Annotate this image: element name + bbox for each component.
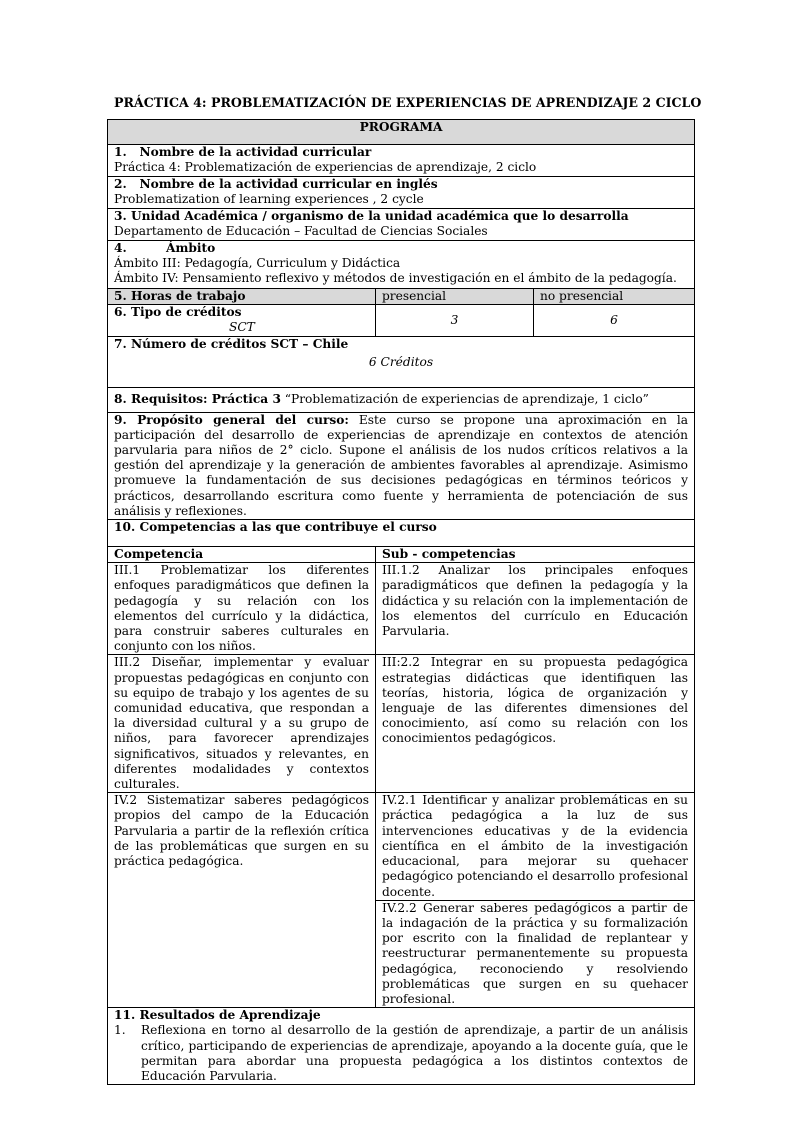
section-3 <box>108 209 695 241</box>
competencia-row <box>108 563 695 655</box>
sub-competencia-cell: IV.2.2 Generar saberes pedagógicos a partir de la indagación de la práctica y su formalización por escrito con la finalidad de replantear y reestructurar permanentemente su propuesta pedagógica, reconociendo y resolviendo problemáticas que surgen en su quehacer profesional. <box>376 900 695 1007</box>
section-1 <box>108 145 695 177</box>
competencias-header-row <box>108 547 695 563</box>
programa-header: PROGRAMA <box>108 120 695 145</box>
section-6-no-presencial-value: 6 <box>534 305 695 336</box>
programa-header-row <box>108 120 695 145</box>
section-5-presencial: presencial <box>376 289 534 305</box>
section-9-heading: 9. Propósito general del curso: <box>114 412 349 427</box>
sub-competencia-cell: III:2.2 Integrar en su propuesta pedagógica estrategias didácticas que identifiquen las teorías, historia, lógica de organización y lenguaje de las diferentes dimensiones del conocimiento, así como su relación con los conocimientos pedagógicos. <box>376 655 695 793</box>
result-item <box>114 1023 688 1084</box>
section-4-line2: Ámbito IV: Pensamiento reflexivo y métodos de investigación en el ámbito de la pedagogía. <box>114 271 677 286</box>
section-4-heading: Ámbito <box>166 241 216 255</box>
section-6-sct: SCT <box>229 320 255 335</box>
section-8-heading: 8. Requisitos: Práctica 3 <box>114 392 281 406</box>
section-8 <box>108 387 695 412</box>
section-4-heading-line <box>114 241 688 256</box>
section-9 <box>108 412 695 519</box>
results-list <box>114 1023 688 1084</box>
section-6-presencial-value: 3 <box>376 305 534 336</box>
section-2-heading: 2. Nombre de la actividad curricular en inglés <box>114 177 438 191</box>
competencia-row <box>108 655 695 793</box>
section-10-heading: 10. Competencias a las que contribuye el curso <box>108 520 695 547</box>
competencia-cell: IV.2 Sistematizar saberes pedagógicos propios del campo de la Educación Parvularia a partir de la reflexión crítica de las problemáticas que surgen en su práctica pedagógica. <box>108 793 376 1008</box>
section-11-heading: 11. Resultados de Aprendizaje <box>114 1008 321 1023</box>
competencia-cell: III.1 Problematizar los diferentes enfoques paradigmáticos que definen la pedagogía y su relación con los elementos del currículo y la didáctica, para construir saberes culturales en conjunto con los niños. <box>108 563 376 655</box>
section-9-value: Este curso se propone una aproximación en la participación del desarrollo de experiencias de aprendizaje en contextos de atención parvularia para niños de 2° ciclo. Supone el análisis de los nudos críticos relativos a la gestión del aprendizaje y la generación de ambientes favorables al aprendizaje. Asimismo promueve la fundamentación de sus decisiones pedagógicas en términos teóricos y prácticos, desarrollando escritura como fuente y herramienta de potenciación de sus análisis y reflexiones. <box>114 412 689 518</box>
section-7-value: 6 Créditos <box>368 354 434 369</box>
document-title: PRÁCTICA 4: PROBLEMATIZACIÓN DE EXPERIENCIAS DE APRENDIZAJE 2 CICLO <box>114 95 702 110</box>
section-3-heading: 3. Unidad Académica / organismo de la unidad académica que lo desarrolla <box>114 209 629 223</box>
section-1-value: Práctica 4: Problematización de experiencias de aprendizaje, 2 ciclo <box>114 160 537 175</box>
section-5-heading: 5. Horas de trabajo <box>108 289 376 305</box>
sub-competencias-column-header: Sub - competencias <box>376 547 695 563</box>
section-10 <box>108 520 695 547</box>
section-2-value: Problematization of learning experiences , 2 cycle <box>114 192 424 207</box>
section-5 <box>108 289 695 305</box>
sub-competencia-cell: IV.2.1 Identificar y analizar problemáticas en su práctica pedagógica a la luz de sus intervenciones educativas y de la evidencia científica en el ámbito de la investigación educacional, para mejorar su quehacer pedagógico potenciando el desarrollo profesional docente. <box>376 793 695 900</box>
section-6 <box>108 305 695 336</box>
section-6-heading: 6. Tipo de créditos <box>114 305 242 320</box>
section-3-value: Departamento de Educación – Facultad de Ciencias Sociales <box>114 224 488 239</box>
section-4 <box>108 241 695 289</box>
section-4-line1: Ámbito III: Pedagogía, Curriculum y Didáctica <box>114 256 401 271</box>
section-4-number: 4. <box>114 241 127 255</box>
competencia-cell: III.2 Diseñar, implementar y evaluar propuestas pedagógicas en conjunto con su equipo de trabajo y los agentes de su comunidad educativa, que respondan a la diversidad cultural y a su grupo de niños, para favorecer aprendizajes significativos, situados y relevantes, en diferentes modalidades y contextos culturales. <box>108 655 376 793</box>
section-1-heading: 1. Nombre de la actividad curricular <box>114 145 372 159</box>
competencia-row <box>108 793 695 900</box>
result-number: 1. <box>114 1023 126 1038</box>
program-table <box>107 119 695 1085</box>
section-8-value: “Problematización de experiencias de aprendizaje, 1 ciclo” <box>280 392 649 406</box>
section-5-no-presencial: no presencial <box>534 289 695 305</box>
sub-competencia-cell: III.1.2 Analizar los principales enfoques paradigmáticos que definen la pedagogía y la didáctica y su relación con la implementación de los elementos del currículo en Educación Parvularia. <box>376 563 695 655</box>
section-7-heading: 7. Número de créditos SCT – Chile <box>114 336 349 351</box>
section-7 <box>108 336 695 387</box>
result-text: Reflexiona en torno al desarrollo de la gestión de aprendizaje, a partir de un análisis crítico, participando de experiencias de aprendizaje, apoyando a la docente guía, que le permitan para abordar una propuesta pedagógica a los distintos contextos de Educación Parvularia. <box>141 1023 688 1083</box>
section-2 <box>108 177 695 209</box>
competencia-column-header: Competencia <box>108 547 376 563</box>
section-11 <box>108 1008 695 1085</box>
